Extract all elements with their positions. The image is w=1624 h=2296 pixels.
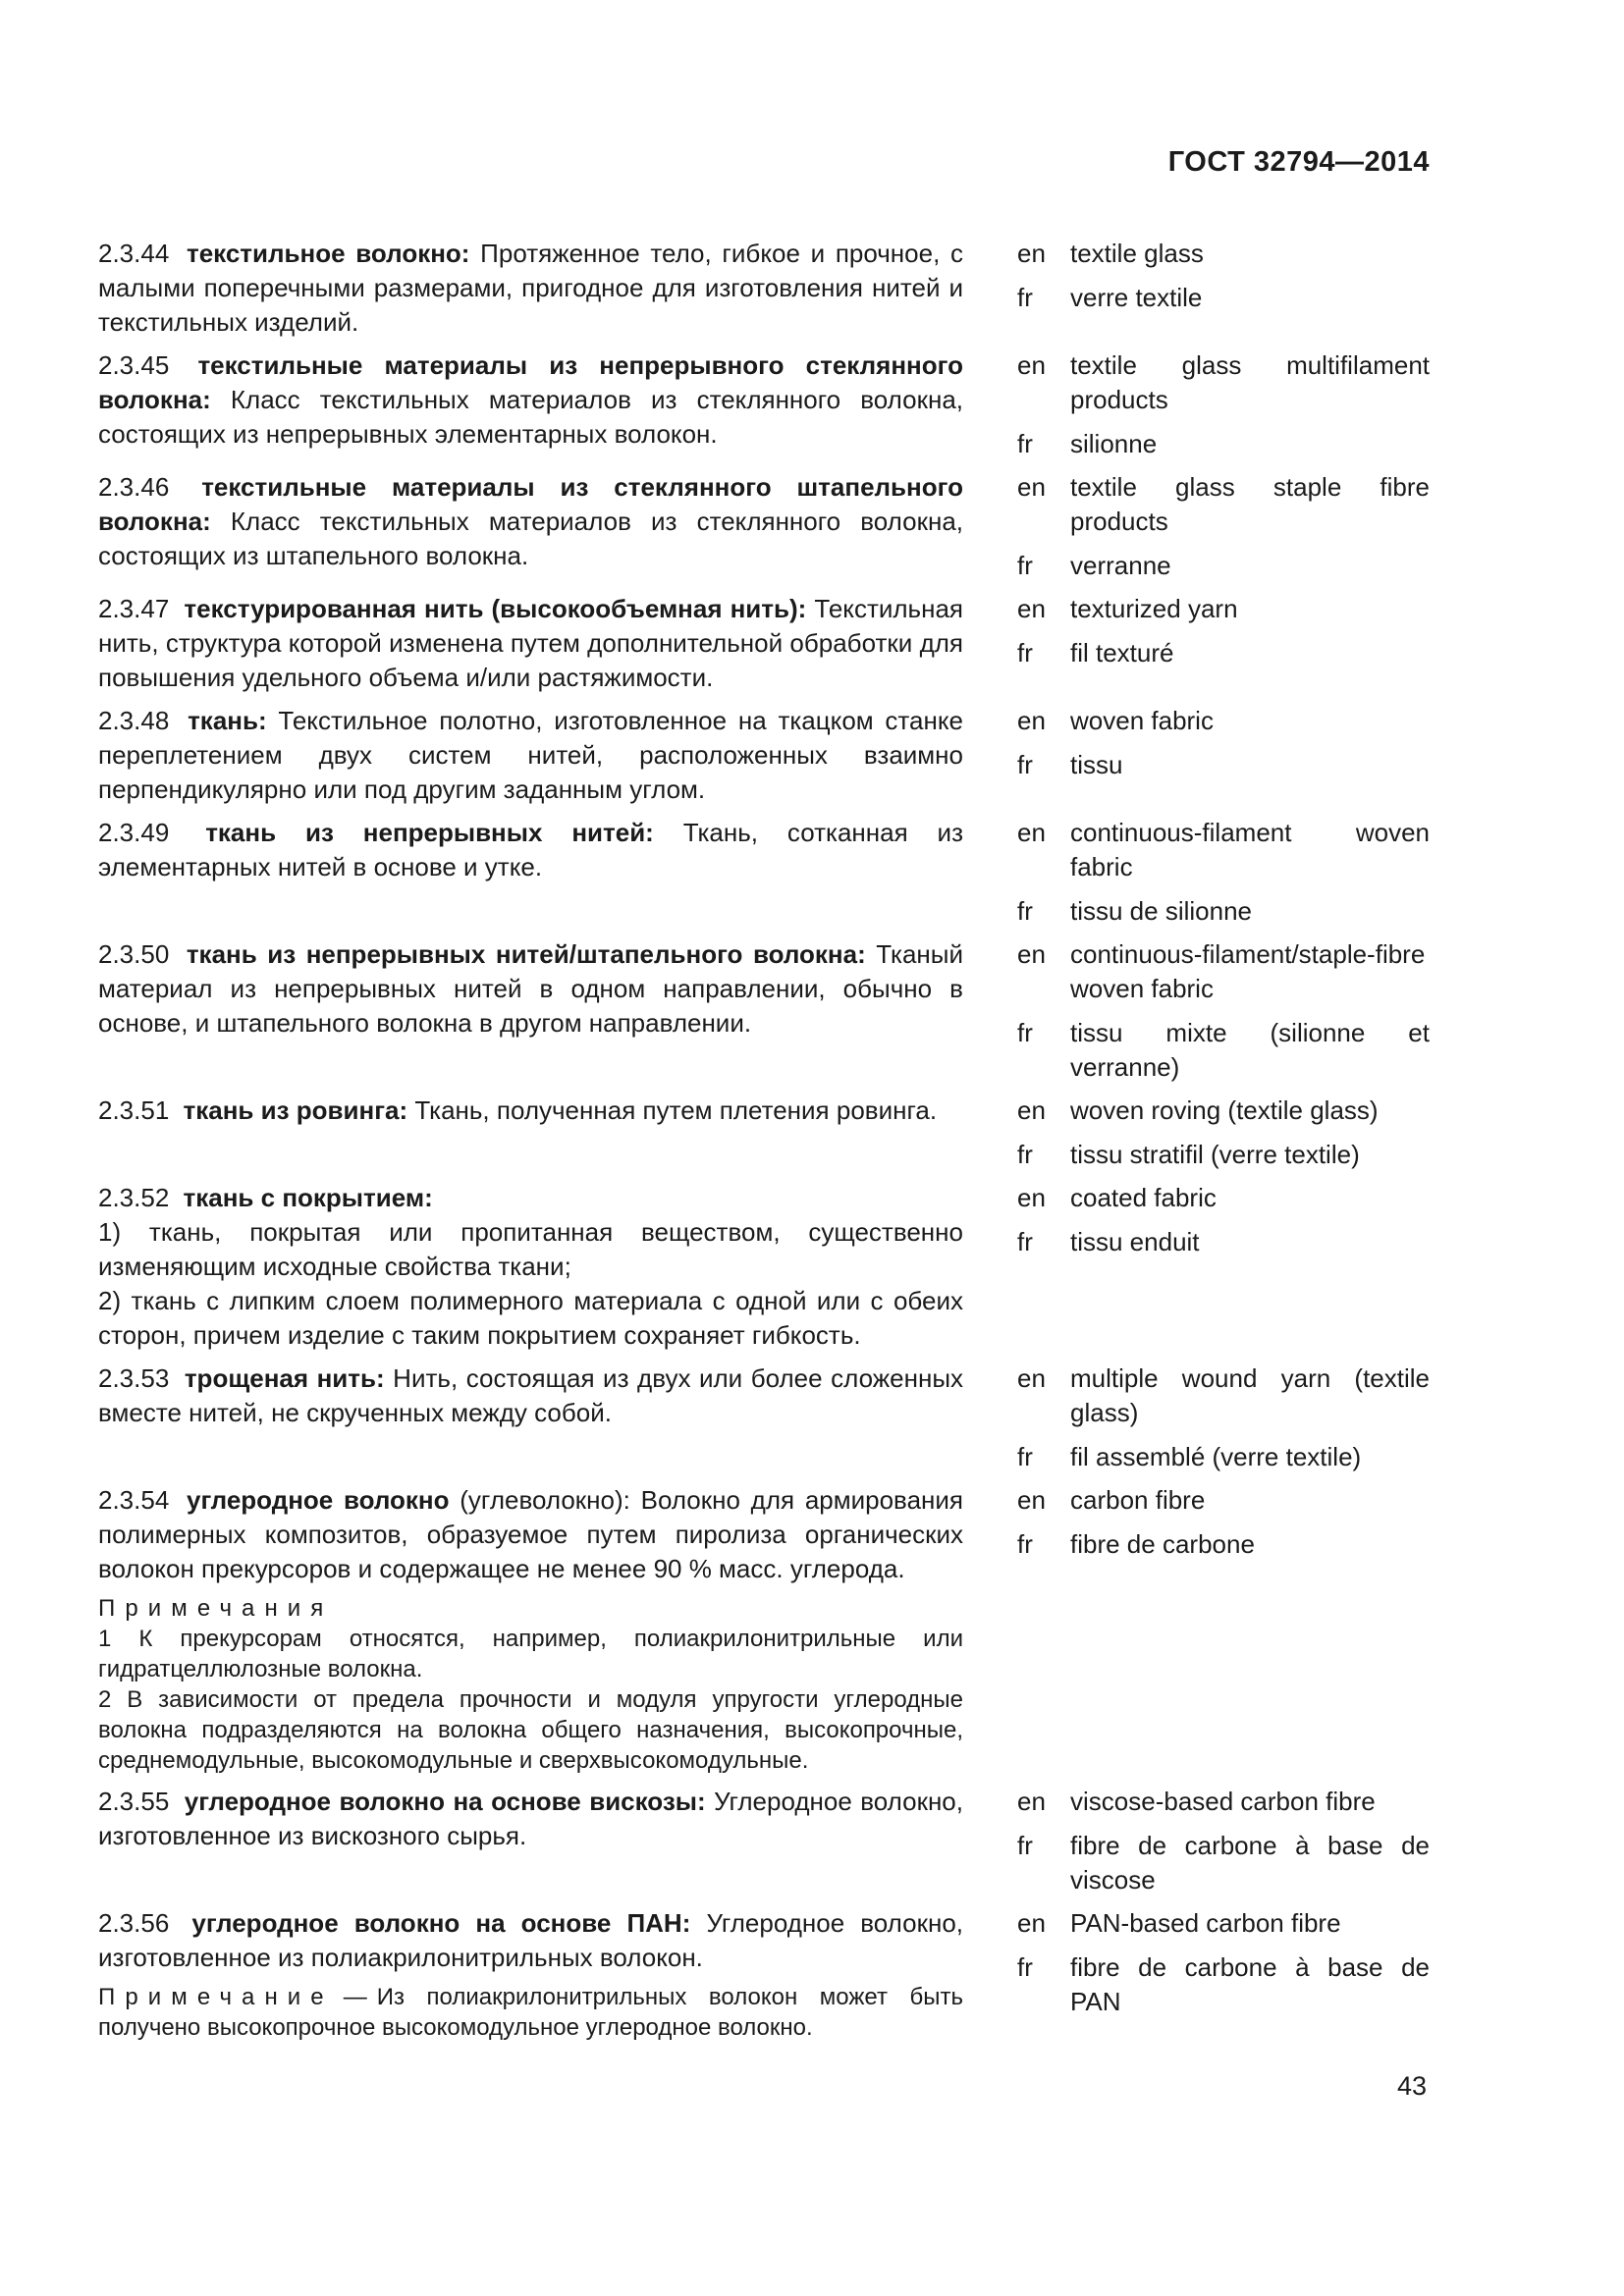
term-entry [98, 816, 1430, 929]
translation-text-en: PAN-based carbon fibre [1070, 1908, 1341, 1938]
definition-text: Протяженное тело, гибкое и прочное, с малыми поперечными размерами, пригодное для изготовления нитей и текстильных изделий. [98, 239, 964, 337]
translation-text-en: continuous-filament/staple-fibre woven fabric [1070, 939, 1426, 1003]
translation-text-en: coated fabric [1070, 1183, 1217, 1212]
notes-title: Примечания [98, 1595, 334, 1622]
term-bold: трощеная нить: [184, 1363, 385, 1393]
translations-column [1017, 1785, 1430, 1897]
definition-text: Нить, состоящая из двух или более сложенных вместе нитей, не скрученных между собой. [98, 1363, 964, 1427]
translation-text-en: multiple wound yarn (textile glass) [1070, 1363, 1430, 1427]
translation-text-en: textile glass staple fibre products [1070, 472, 1430, 536]
translation-en [1017, 1906, 1430, 1941]
language-label-en: en [1017, 1183, 1046, 1212]
note-separator: — [343, 1984, 367, 2010]
definition-text: Класс текстильных материалов из стеклянного волокна, состоящих из штапельного волокна. [98, 507, 963, 570]
translation-text-en: viscose-based carbon fibre [1070, 1787, 1376, 1816]
translations-column [1017, 470, 1430, 583]
russian-definition-column [98, 704, 963, 807]
translations-column [1017, 1181, 1430, 1259]
translation-fr [1017, 1138, 1430, 1172]
translation-text-en: textile glass multifilament products [1070, 350, 1430, 414]
entry-number: 2.3.51 [98, 1095, 177, 1125]
definition-paragraph [98, 592, 963, 695]
definition-text: Волокно для армирования полимерных композитов, образуемое путем пиролиза органических волокон прекурсоров и содержащее не менее 90 % масс. углерода. [98, 1485, 964, 1583]
translation-text-fr: fil texturé [1070, 638, 1174, 667]
term-bold: ткань с покрытием: [183, 1183, 433, 1212]
term-bold: текстильные материалы из непрерывного стеклянного волокна: [98, 350, 963, 414]
definition-text: Текстильное полотно, изготовленное на ткацком станке переплетением двух систем нитей, расположенных взаимно перпендикулярно или под другим заданным углом. [98, 706, 963, 804]
definition-paragraph [98, 704, 963, 807]
translation-fr [1017, 748, 1430, 782]
language-label-en: en [1017, 939, 1046, 969]
entry-number: 2.3.53 [98, 1363, 178, 1393]
term-bold: углеродное волокно на основе ПАН: [191, 1908, 691, 1938]
language-label-en: en [1017, 239, 1046, 268]
russian-definition-column [98, 592, 963, 695]
entry-number: 2.3.47 [98, 594, 178, 623]
russian-definition-column [98, 1483, 963, 1776]
translations-column [1017, 937, 1430, 1085]
definition-paragraph [98, 1483, 963, 1586]
translations-column [1017, 1483, 1430, 1562]
definition-paragraph [98, 816, 963, 884]
translation-en [1017, 1181, 1430, 1215]
language-label-fr: fr [1017, 1529, 1033, 1559]
definition-paragraph [98, 1785, 963, 1853]
terms-list [98, 237, 1430, 2052]
definition-text: Углеродное волокно, изготовленное из вискозного сырья. [98, 1787, 963, 1850]
term-entry [98, 704, 1430, 807]
russian-definition-column [98, 1362, 963, 1430]
term-bold: текстильное волокно: [186, 239, 470, 268]
term-bold: ткань из непрерывных нитей/штапельного волокна: [186, 939, 866, 969]
language-label-en: en [1017, 1787, 1046, 1816]
entry-number: 2.3.45 [98, 350, 191, 380]
translation-text-en: woven roving (textile glass) [1070, 1095, 1379, 1125]
translation-fr [1017, 281, 1430, 315]
language-label-en: en [1017, 1908, 1046, 1938]
translation-fr [1017, 549, 1430, 583]
definition-paragraph [98, 237, 963, 340]
term-bold: ткань из ровинга: [183, 1095, 408, 1125]
translation-text-fr: fil assemblé (verre textile) [1070, 1442, 1362, 1471]
translation-text-fr: fibre de carbone [1070, 1529, 1255, 1559]
translation-en [1017, 470, 1430, 539]
translation-text-fr: tissu stratifil (verre textile) [1070, 1140, 1360, 1169]
definition-paragraph [98, 1181, 963, 1215]
definition-text: Ткань, сотканная из элементарных нитей в основе и утке. [98, 818, 963, 881]
definition-text: Класс текстильных материалов из стеклянного волокна, состоящих из непрерывных элементарных волокон. [98, 385, 963, 449]
entry-number: 2.3.56 [98, 1908, 186, 1938]
definition-paragraph [98, 1906, 963, 1975]
language-label-en: en [1017, 1095, 1046, 1125]
russian-definition-column [98, 1785, 963, 1853]
translation-fr [1017, 1829, 1430, 1897]
term-entry [98, 1094, 1430, 1172]
term-entry [98, 470, 1430, 583]
page-number: 43 [1396, 2071, 1427, 2101]
language-label-fr: fr [1017, 551, 1033, 580]
definition-paragraph [98, 1094, 963, 1128]
translation-text-fr: tissu mixte (silionne et verranne) [1070, 1018, 1430, 1082]
entry-number: 2.3.46 [98, 472, 195, 502]
translation-en [1017, 592, 1430, 626]
language-label-en: en [1017, 706, 1046, 735]
translation-fr [1017, 1440, 1430, 1474]
entry-number: 2.3.52 [98, 1183, 177, 1212]
translation-text-en: woven fabric [1070, 706, 1214, 735]
term-plain: (углеволокно): [449, 1485, 630, 1515]
language-label-fr: fr [1017, 1442, 1033, 1471]
entry-number: 2.3.54 [98, 1485, 181, 1515]
translation-en [1017, 704, 1430, 738]
term-entry [98, 1906, 1430, 2043]
translations-column [1017, 592, 1430, 670]
definition-text: Углеродное волокно, изготовленное из полиакрилонитрильных волокон. [98, 1908, 964, 1972]
translation-fr [1017, 894, 1430, 929]
translation-text-fr: tissu enduit [1070, 1227, 1200, 1256]
translation-text-en: texturized yarn [1070, 594, 1238, 623]
russian-definition-column [98, 237, 963, 340]
language-label-fr: fr [1017, 638, 1033, 667]
term-bold: ткань: [188, 706, 267, 735]
language-label-fr: fr [1017, 283, 1033, 312]
translations-column [1017, 816, 1430, 929]
language-label-fr: fr [1017, 1227, 1033, 1256]
language-label-en: en [1017, 594, 1046, 623]
definition-paragraph [98, 470, 963, 573]
translation-fr [1017, 1527, 1430, 1562]
russian-definition-column [98, 816, 963, 884]
term-entry [98, 592, 1430, 695]
term-entry [98, 348, 1430, 461]
term-entry [98, 1483, 1430, 1776]
definition-paragraph [98, 937, 963, 1041]
translations-column [1017, 1362, 1430, 1474]
translation-en [1017, 237, 1430, 271]
translations-column [1017, 1906, 1430, 2019]
notes-block [98, 1593, 963, 1776]
translation-text-fr: verranne [1070, 551, 1171, 580]
term-entry [98, 1181, 1430, 1353]
term-entry [98, 1362, 1430, 1474]
definition-paragraph [98, 348, 963, 452]
term-entry [98, 1785, 1430, 1897]
note-item: 1 К прекурсорам относятся, например, полиакрилонитрильные или гидратцеллюлозные волокна. [98, 1626, 963, 1682]
translation-text-en: textile glass [1070, 239, 1204, 268]
page-header-title: ГОСТ 32794—2014 [1167, 146, 1430, 178]
language-label-fr: fr [1017, 750, 1033, 779]
translations-column [1017, 348, 1430, 461]
translations-column [1017, 1094, 1430, 1172]
term-bold: текстильные материалы из стеклянного штапельного волокна: [98, 472, 963, 536]
translation-en [1017, 937, 1430, 1006]
definition-paragraph [98, 1362, 963, 1430]
translation-fr [1017, 1016, 1430, 1085]
russian-definition-column [98, 1906, 963, 2043]
translation-en [1017, 816, 1430, 884]
term-bold: углеродное волокно на основе вискозы: [184, 1787, 706, 1816]
translation-en [1017, 1094, 1430, 1128]
entry-number: 2.3.50 [98, 939, 180, 969]
language-label-en: en [1017, 1363, 1046, 1393]
russian-definition-column [98, 937, 963, 1041]
translation-text-fr: fibre de carbone à base de viscose [1070, 1831, 1430, 1895]
term-bold: ткань из непрерывных нитей: [205, 818, 654, 847]
translation-text-fr: fibre de carbone à base de PAN [1070, 1952, 1430, 2016]
definition-paragraph: 2) ткань с липким слоем полимерного материала с одной или с обеих сторон, причем изделие с таким покрытием сохраняет гибкость. [98, 1286, 963, 1350]
language-label-fr: fr [1017, 1140, 1033, 1169]
translation-en [1017, 1483, 1430, 1518]
definition-text: Ткань, полученная путем плетения ровинга. [407, 1095, 938, 1125]
term-entry [98, 237, 1430, 340]
note-inline [98, 1982, 963, 2043]
note-label: Примечание [98, 1984, 334, 2010]
entry-number: 2.3.48 [98, 706, 182, 735]
translations-column [1017, 704, 1430, 782]
russian-definition-column [98, 1094, 963, 1128]
language-label-fr: fr [1017, 1018, 1033, 1047]
language-label-en: en [1017, 350, 1046, 380]
translation-text-en: continuous-filament woven fabric [1070, 818, 1430, 881]
translation-fr [1017, 427, 1430, 461]
translation-text-fr: verre textile [1070, 283, 1203, 312]
translation-en [1017, 348, 1430, 417]
entry-number: 2.3.49 [98, 818, 199, 847]
translation-fr [1017, 1950, 1430, 2019]
translation-text-fr: tissu de silionne [1070, 896, 1252, 926]
note-item: 2 В зависимости от предела прочности и модуля упругости углеродные волокна подразделяются на волокна общего назначения, высокопрочные, среднемодульные, высокомодульные и сверхвысокомодульные. [98, 1686, 963, 1774]
term-bold: углеродное волокно [187, 1485, 450, 1515]
entry-number: 2.3.44 [98, 239, 180, 268]
translation-text-en: carbon fibre [1070, 1485, 1206, 1515]
translation-fr [1017, 636, 1430, 670]
translation-text-fr: tissu [1070, 750, 1123, 779]
definition-text: Текстильная нить, структура которой изменена путем дополнительной обработки для повышения удельного объема и/или растяжимости. [98, 594, 963, 692]
term-bold: текстурированная нить (высокообъемная нить): [184, 594, 807, 623]
translation-en [1017, 1362, 1430, 1430]
translation-fr [1017, 1225, 1430, 1259]
definition-text: Тканый материал из непрерывных нитей в одном направлении, обычно в основе, и штапельного волокна в другом направлении. [98, 939, 963, 1038]
russian-definition-column [98, 470, 963, 573]
language-label-en: en [1017, 1485, 1046, 1515]
russian-definition-column [98, 348, 963, 452]
translation-text-fr: silionne [1070, 429, 1158, 458]
translation-en [1017, 1785, 1430, 1819]
definition-paragraph: 1) ткань, покрытая или пропитанная веществом, существенно изменяющим исходные свойства ткани; [98, 1217, 963, 1281]
translations-column [1017, 237, 1430, 315]
language-label-fr: fr [1017, 1831, 1033, 1860]
russian-definition-column [98, 1181, 963, 1353]
language-label-fr: fr [1017, 1952, 1033, 1982]
term-entry [98, 937, 1430, 1085]
language-label-fr: fr [1017, 896, 1033, 926]
language-label-en: en [1017, 472, 1046, 502]
note-text: Из полиакрилонитрильных волокон может быть получено высокопрочное высокомодульное углеродное волокно. [98, 1984, 963, 2041]
language-label-fr: fr [1017, 429, 1033, 458]
language-label-en: en [1017, 818, 1046, 847]
entry-number: 2.3.55 [98, 1787, 178, 1816]
